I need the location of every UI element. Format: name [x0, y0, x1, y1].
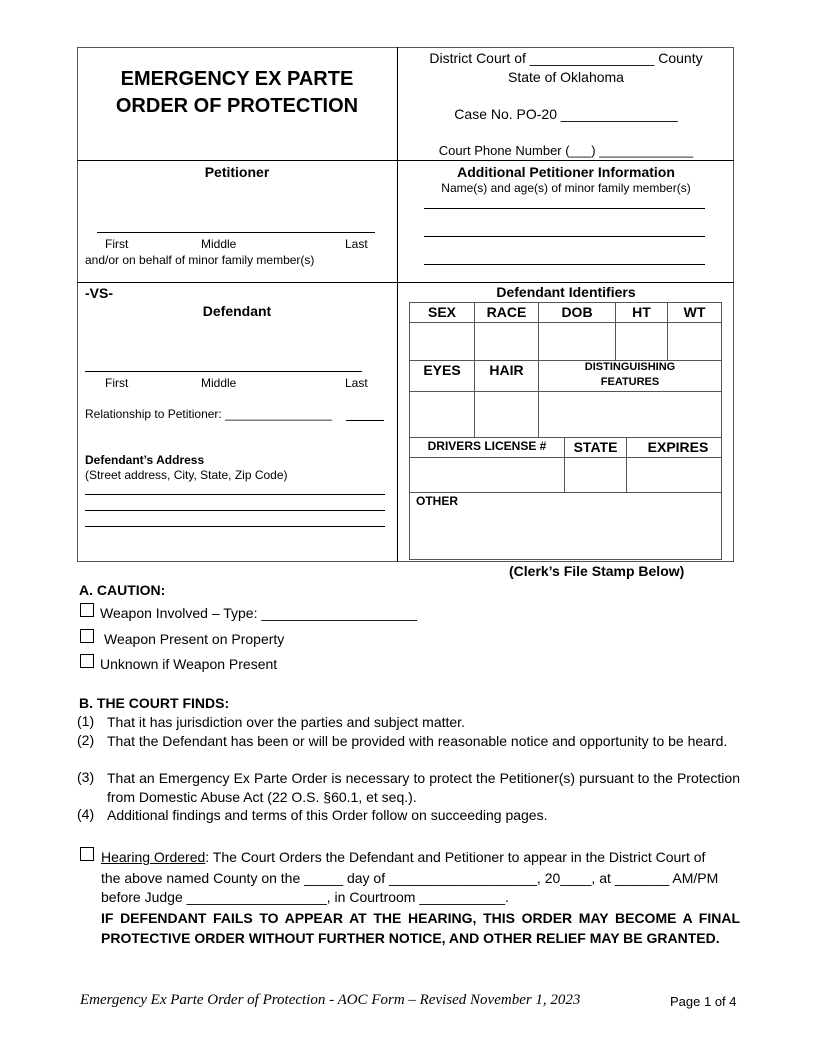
header-divider: [397, 47, 398, 562]
versus-label: -VS-: [85, 285, 113, 301]
state-value-cell[interactable]: [564, 457, 627, 493]
wt-value-cell[interactable]: [667, 322, 722, 361]
minor-member-line-1[interactable]: [424, 208, 705, 209]
finding-number: (2): [77, 732, 95, 748]
weapon-involved-checkbox[interactable]: [80, 603, 94, 617]
footer-page-number: Page 1 of 4: [670, 994, 737, 1009]
finding-item: That an Emergency Ex Parte Order is necessary to protect the Petitioner(s) pursuant to the Protection from Domestic Abuse Act (22 O.S. §60.1, et seq.).: [107, 770, 740, 805]
header-row-divider-1: [77, 160, 734, 161]
sex-label: SEX: [427, 304, 456, 320]
weapon-unknown-checkbox[interactable]: [80, 654, 94, 668]
header-row-divider-2: [77, 282, 734, 283]
address-line-3[interactable]: [85, 526, 385, 527]
hearing-ordered-label: Hearing Ordered: [101, 849, 206, 865]
dob-label: DOB: [561, 304, 593, 320]
minor-member-line-2[interactable]: [424, 236, 705, 237]
petitioner-middle-label: Middle: [201, 237, 237, 251]
weapon-present-checkbox[interactable]: [80, 629, 94, 643]
finding-number: (3): [77, 769, 95, 785]
form-title-line-2: ORDER OF PROTECTION: [115, 95, 359, 117]
features-label-1: DISTINGUISHING: [584, 361, 676, 373]
sex-value-cell[interactable]: [409, 322, 475, 361]
defendant-address-sublabel: (Street address, City, State, Zip Code): [85, 468, 288, 482]
petitioner-last-label: Last: [345, 237, 368, 251]
hair-label: HAIR: [489, 362, 524, 378]
features-label-2: FEATURES: [600, 376, 660, 388]
defendant-last-label: Last: [345, 376, 368, 390]
finding-item: That the Defendant has been or will be provided with reasonable notice and opportunity to be heard.: [107, 733, 728, 749]
failure-to-appear-warning: IF DEFENDANT FAILS TO APPEAR AT THE HEARING, THIS ORDER MAY BECOME A FINAL PROTECTIVE ORDER WITHOUT FURTHER NOTICE, AND OTHER RELIEF MAY BE GRANTED.: [101, 910, 740, 946]
state-label: State of Oklahoma: [508, 69, 624, 85]
hearing-judge-line[interactable]: before Judge __________________, in Courtroom ___________.: [101, 889, 509, 905]
finding-number: (1): [77, 713, 95, 729]
court-phone-field[interactable]: Court Phone Number (___) _____________: [438, 143, 694, 158]
defendant-address-heading: Defendant’s Address: [85, 453, 205, 467]
defendant-middle-label: Middle: [201, 376, 237, 390]
weapon-involved-label: Weapon Involved – Type: ____________________: [100, 605, 418, 621]
petitioner-behalf-label: and/or on behalf of minor family member(s): [85, 253, 315, 267]
expires-label: EXPIRES: [647, 439, 709, 455]
caution-heading: A. CAUTION:: [79, 582, 166, 598]
license-label: DRIVERS LICENSE #: [427, 439, 547, 453]
race-value-cell[interactable]: [474, 322, 539, 361]
petitioner-heading: Petitioner: [204, 164, 270, 180]
findings-heading: B. THE COURT FINDS:: [79, 695, 230, 711]
defendant-first-label: First: [105, 376, 129, 390]
additional-info-heading: Additional Petitioner Information: [457, 164, 675, 180]
ht-value-cell[interactable]: [615, 322, 668, 361]
other-label: OTHER: [416, 494, 458, 508]
footer-form-name: Emergency Ex Parte Order of Protection - AOC Form – Revised November 1, 2023: [80, 992, 581, 1008]
address-line-2[interactable]: [85, 510, 385, 511]
hearing-date-line[interactable]: the above named County on the _____ day of ___________________, 20____, at _______ AM/PM: [101, 870, 719, 886]
weapon-unknown-label: Unknown if Weapon Present: [100, 656, 278, 672]
petitioner-first-label: First: [105, 237, 129, 251]
weapon-present-label: Weapon Present on Property: [104, 631, 285, 647]
hearing-ordered-checkbox[interactable]: [80, 847, 94, 861]
minor-member-line-3[interactable]: [424, 264, 705, 265]
hearing-ordered-line-1: [101, 849, 705, 865]
relationship-field[interactable]: Relationship to Petitioner: ________________: [85, 407, 332, 421]
relationship-line-ext: [346, 420, 384, 421]
wt-label: WT: [683, 304, 706, 320]
defendant-name-line[interactable]: [85, 371, 362, 372]
minor-members-label: Name(s) and age(s) of minor family member(s): [441, 181, 691, 195]
form-title-line-1: EMERGENCY EX PARTE: [120, 68, 354, 90]
license-value-cell[interactable]: [409, 457, 565, 493]
identifiers-heading: Defendant Identifiers: [496, 284, 636, 300]
defendant-heading: Defendant: [202, 303, 272, 319]
eyes-value-cell[interactable]: [409, 391, 475, 438]
features-value-cell[interactable]: [538, 391, 722, 438]
expires-value-cell[interactable]: [626, 457, 722, 493]
finding-number: (4): [77, 806, 95, 822]
ht-label: HT: [632, 304, 651, 320]
state-id-label: STATE: [573, 439, 618, 455]
district-court-field[interactable]: District Court of ________________ County: [429, 50, 703, 66]
hearing-order-text: : The Court Orders the Defendant and Petitioner to appear in the District Court of: [205, 849, 706, 865]
finding-item: That it has jurisdiction over the parties and subject matter.: [107, 714, 465, 730]
finding-item: Additional findings and terms of this Order follow on succeeding pages.: [107, 807, 548, 823]
petitioner-name-line[interactable]: [97, 232, 375, 233]
eyes-label: EYES: [423, 362, 461, 378]
dob-value-cell[interactable]: [538, 322, 616, 361]
hair-value-cell[interactable]: [474, 391, 539, 438]
address-line-1[interactable]: [85, 494, 385, 495]
case-number-field[interactable]: Case No. PO-20 _______________: [454, 106, 678, 122]
race-label: RACE: [486, 304, 527, 320]
clerk-stamp-label: (Clerk’s File Stamp Below): [509, 563, 685, 579]
